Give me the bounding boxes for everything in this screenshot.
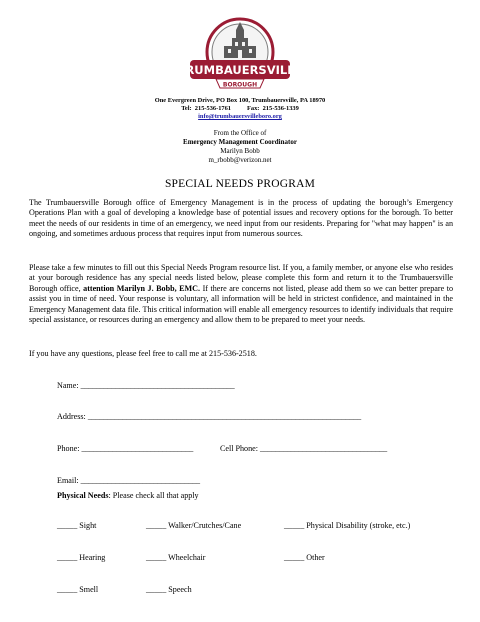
- phone-label: Phone:: [57, 444, 80, 453]
- checkbox-label: Sight: [79, 521, 97, 530]
- logo-name: TRUMBAUERSVILLE: [177, 63, 303, 77]
- checkbox-walker[interactable]: _____ Walker/Crutches/Cane: [146, 521, 242, 530]
- email-label: Email:: [57, 476, 79, 485]
- name-input-line[interactable]: ________________________________________: [80, 381, 235, 390]
- checkbox-label: Speech: [168, 585, 192, 594]
- checkbox-label: Smell: [79, 585, 99, 594]
- intro-paragraph: The Trumbauersville Borough office of Emergency Management is in the process of updating the borough’s Emergency Operations Plan with a goal of developing a knowledge base of potential issues and recovery options for the borough. To better meet the needs of our residents in time of an emergency, we need input from our residents. Preparing for "what may happen" is an ongoing, and sometimes arduous process that requires input from numerous sources.: [29, 198, 453, 239]
- checkbox-label: Walker/Crutches/Cane: [168, 521, 242, 530]
- checkbox-hearing[interactable]: _____ Hearing: [57, 553, 106, 562]
- cell-phone-label: Cell Phone:: [220, 444, 258, 453]
- address-field[interactable]: [57, 412, 361, 421]
- logo-sub: BOROUGH: [222, 81, 258, 89]
- checkbox-physical-disability[interactable]: _____ Physical Disability (stroke, etc.): [284, 521, 411, 530]
- checkbox-label: Other: [306, 553, 325, 562]
- name-label: Name:: [57, 381, 79, 390]
- office-email: m_rbobb@verizon.net: [208, 156, 272, 164]
- office-from: From the Office of: [213, 129, 267, 137]
- phone-input-line[interactable]: _____________________________: [81, 444, 194, 453]
- email-field[interactable]: [57, 476, 200, 485]
- document-title: SPECIAL NEEDS PROGRAM: [164, 178, 316, 190]
- checkbox-label: Hearing: [79, 553, 106, 562]
- address-input-line[interactable]: _______________________________________________________________________: [87, 412, 361, 421]
- checkbox-smell[interactable]: _____ Smell: [57, 585, 99, 594]
- physical-needs-heading: [57, 491, 199, 500]
- phone-field[interactable]: [57, 444, 193, 453]
- checkbox-sight[interactable]: _____ Sight: [57, 521, 97, 530]
- address-line-1: One Evergreen Drive, PO Box 100, Trumbauersville, PA 18970: [154, 97, 326, 104]
- checkbox-label: Physical Disability (stroke, etc.): [306, 521, 411, 530]
- physical-needs-hint: : Please check all that apply: [108, 491, 199, 500]
- checkbox-speech[interactable]: _____ Speech: [146, 585, 192, 594]
- cell-phone-input-line[interactable]: _________________________________: [260, 444, 387, 453]
- borough-logo: [177, 16, 303, 100]
- address-label: Address:: [57, 412, 86, 421]
- instructions-paragraph: Please take a few minutes to fill out this Special Needs Program resource list. If you, a family member, or anyone else who resides at your borough residence has any special needs listed below, please complete this form and return it to the Trumbauersville Borough office, attention Marilyn J. Bobb, EMC. If there are concerns not listed, please add them so we can better prepare to assist you in time of need. Your response is voluntary, all information will be held in strictest confidence, and maintained in the Emergency Management data file. This critical information will enable all emergency resources to identify individuals that require special assistance, or resources during an emergency and allow them to be prepared to meet your needs.: [29, 263, 454, 325]
- address-line-2: Tel: 215-536-1761 Fax: 215-536-1339: [181, 105, 299, 112]
- checkbox-other[interactable]: _____ Other: [284, 553, 325, 562]
- borough-email-link[interactable]: info@trumbauersvilleboro.org: [198, 113, 282, 120]
- office-title: Emergency Management Coordinator: [183, 138, 297, 146]
- name-field[interactable]: [57, 381, 235, 390]
- email-input-line[interactable]: _______________________________: [80, 476, 200, 485]
- physical-needs-label: Physical Needs: [57, 491, 109, 500]
- checkbox-label: Wheelchair: [168, 553, 206, 562]
- cell-phone-field[interactable]: [220, 444, 387, 453]
- attention-text: attention Marilyn J. Bobb, EMC.: [83, 283, 201, 293]
- questions-paragraph: If you have any questions, please feel free to call me at 215-536-2518.: [29, 349, 257, 358]
- office-person: Marilyn Bobb: [220, 147, 260, 155]
- checkbox-wheelchair[interactable]: _____ Wheelchair: [146, 553, 206, 562]
